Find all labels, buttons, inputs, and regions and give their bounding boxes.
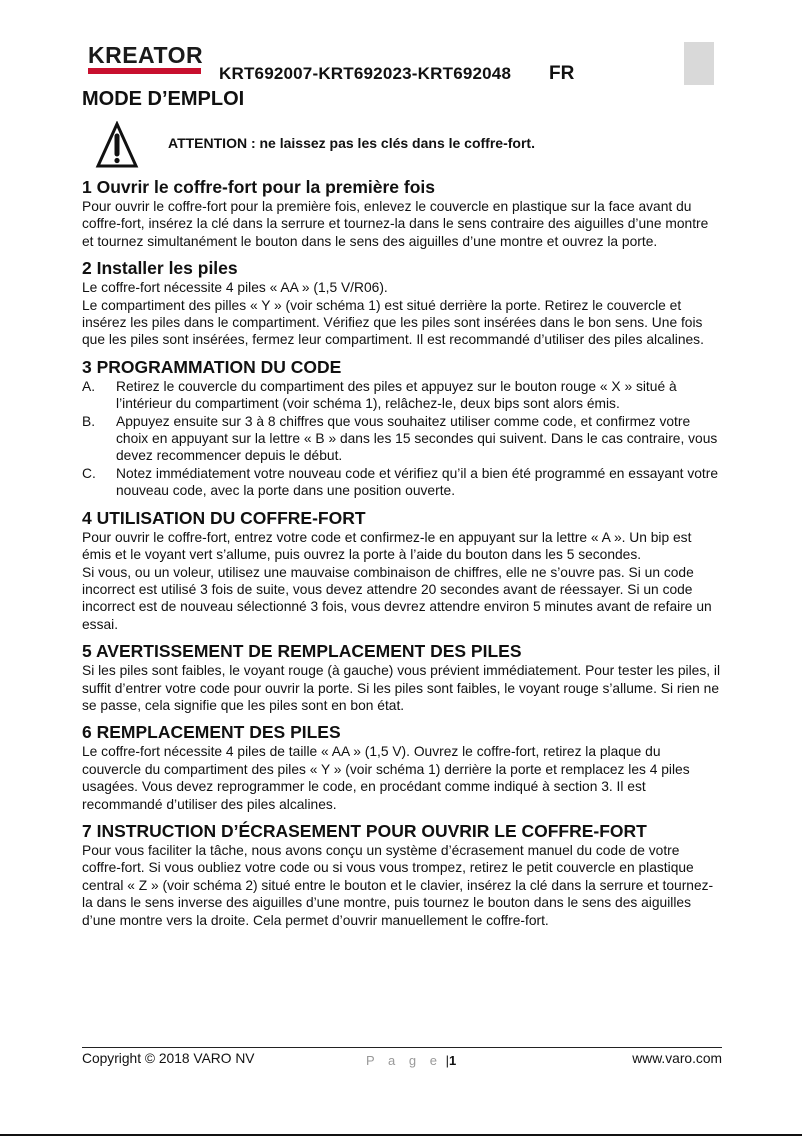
list-item-text: Appuyez ensuite sur 3 à 8 chiffres que vous souhaitez utiliser comme code, et confirmez votre choix en appuyant sur la lettre « B » dans les 15 secondes qui suivent. Dans le cas contraire, vous devez recommencer depuis le début.	[116, 413, 718, 464]
section-1	[82, 176, 722, 250]
page-label: P a g e	[366, 1053, 442, 1068]
page-tab-marker	[684, 42, 714, 85]
list-item-text: Retirez le couvercle du compartiment des piles et appuyez sur le bouton rouge « X » situé à l’intérieur du compartiment (voir schéma 1), relâchez-le, deux bips sont alors émis.	[116, 378, 677, 412]
section-2	[82, 257, 722, 349]
section-body: Si vous, ou un voleur, utilisez une mauvaise combinaison de chiffres, elle ne s’ouvre pas. Si un code incorrect est utilisé 3 fois de suite, vous devez attendre 20 secondes avant de réessayer. Si un code incorrect est de nouveau sélectionné 3 fois, vous devrez attendre environ 5 minutes avant de refaire un essai.	[82, 564, 712, 632]
section-body: Si les piles sont faibles, le voyant rouge (à gauche) vous prévient immédiatement. Pour tester les piles, il suffit d’entrer votre code pour ouvrir la porte. Si les piles sont faibles, le voyant rouge s’allume. Si rien ne se passe, cela signifie que les piles sont en bon état.	[82, 663, 721, 713]
section-body: Pour vous faciliter la tâche, nous avons conçu un système d’écrasement manuel du code de votre coffre-fort. Si vous oubliez votre code ou si vous vous trompez, retirez le petit couvercle en plastique central « Z » (voir schéma 2) situé entre le bouton et le clavier, insérez la clé dans la serrure et tournez-la dans le sens inverse des aiguilles d’une montre, puis tournez le bouton dans le sens des aiguilles d’une montre vers la droite. Cela permet d’ouvrir manuellement le coffre-fort.	[82, 842, 714, 928]
page-title: MODE D’EMPLOI	[82, 88, 245, 110]
list-item-text: Notez immédiatement votre nouveau code et vérifiez qu’il a bien été programmé en essayant votre nouveau code, avec la porte dans une position ouverte.	[116, 465, 719, 499]
section-body: Le coffre-fort nécessite 4 piles de taille « AA » (1,5 V). Ouvrez le coffre-fort, retirez la plaque du couvercle du compartiment des piles « Y » (voir schéma 1) derrière la porte et remplacez les 4 piles usagées. Vous devez reprogrammer le code, en procédant comme indiqué à section 3. Il est recommandé d’utiliser des piles alcalines.	[82, 744, 690, 812]
instructions-content	[82, 176, 722, 929]
list-item-label: B.	[82, 413, 96, 429]
list-item	[82, 378, 722, 413]
copyright-text: Copyright © 2018 VARO NV	[82, 1051, 255, 1066]
section-4	[82, 507, 722, 633]
section-6	[82, 721, 722, 813]
section-3	[82, 356, 722, 500]
section-heading: 2 Installer les piles	[82, 258, 238, 279]
language-code: FR	[549, 63, 575, 84]
section-5	[82, 640, 722, 714]
section-body: Le coffre-fort nécessite 4 piles « AA » (1,5 V/R06).	[82, 280, 388, 296]
section-heading: 7 INSTRUCTION D’ÉCRASEMENT POUR OUVRIR LE COFFRE-FORT	[82, 820, 647, 841]
brand-logo: KREATOR	[88, 42, 204, 68]
section-heading: 1 Ouvrir le coffre-fort pour la première fois	[82, 177, 435, 197]
list-item	[82, 465, 722, 500]
section-heading: 5 AVERTISSEMENT DE REMPLACEMENT DES PILES	[82, 641, 522, 662]
section-body: Pour ouvrir le coffre-fort pour la première fois, enlevez le couvercle en plastique sur la face avant du coffre-fort, insérez la clé dans la serrure et tournez-la dans le sens contraire des aiguilles d’une montre et tournez simultanément le bouton dans le sens des aiguilles d’une montre et ouvrez la porte.	[82, 199, 709, 249]
section-heading: 3 PROGRAMMATION DU CODE	[82, 356, 342, 377]
section-heading: 4 UTILISATION DU COFFRE-FORT	[82, 507, 366, 528]
warning-icon	[95, 121, 139, 169]
list-item-label: A.	[82, 378, 96, 394]
section-heading: 6 REMPLACEMENT DES PILES	[82, 722, 341, 743]
page-number-value: 1	[448, 1053, 457, 1068]
footer-divider	[82, 1047, 722, 1048]
attention-notice: ATTENTION : ne laissez pas les clés dans le coffre-fort.	[168, 135, 535, 151]
list-item-label: C.	[82, 465, 96, 481]
section-body: Le compartiment des pilles « Y » (voir schéma 1) est situé derrière la porte. Retirez le couvercle et insérez les piles dans le compartiment. Vérifiez que les piles sont insérées dans le bon sens. Une fois que les piles sont insérées, fermez leur compartiment. Il est recommandé d’utiliser des piles alcalines.	[82, 297, 704, 348]
section-body: Pour ouvrir le coffre-fort, entrez votre code et confirmez-le en appuyant sur la lettre « A ». Un bip est émis et le voyant vert s’allume, puis ouvrez la porte à l’aide du bouton dans les 5 secondes.	[82, 529, 692, 563]
section-7	[82, 820, 722, 929]
page-separator: |	[445, 1053, 449, 1068]
page-number	[366, 1053, 456, 1068]
list-item	[82, 413, 722, 465]
model-numbers: KRT692007-KRT692023-KRT692048	[219, 64, 512, 83]
brand-logo-underline	[88, 68, 201, 74]
website-link: www.varo.com	[632, 1051, 722, 1066]
